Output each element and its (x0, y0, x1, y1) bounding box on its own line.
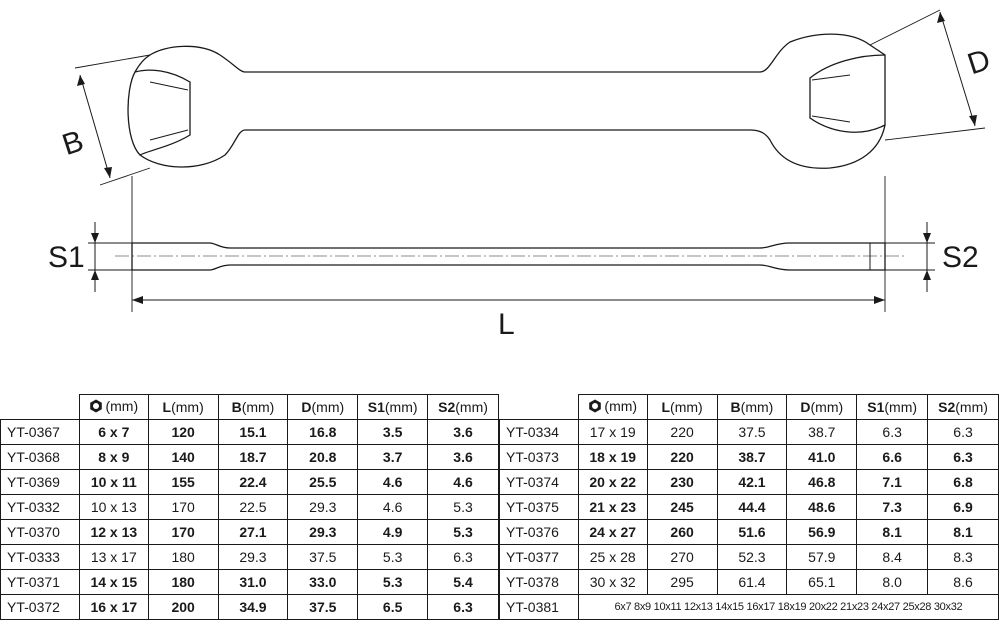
table-row (500, 570, 999, 595)
cell-s2: 6.3 (428, 595, 499, 620)
cell-code: YT-0334 (500, 420, 579, 445)
dim-d-label: D (963, 43, 995, 82)
cell-b: 31.0 (218, 570, 288, 595)
cell-size: 21 x 23 (578, 495, 647, 520)
cell-code: YT-0375 (500, 495, 579, 520)
cell-size: 16 x 17 (79, 595, 148, 620)
cell-b: 52.3 (717, 545, 787, 570)
header-d: D(mm) (787, 395, 857, 420)
table-row (1, 495, 499, 520)
cell-code: YT-0374 (500, 470, 579, 495)
cell-s1: 6.3 (857, 420, 928, 445)
cell-size: 14 x 15 (79, 570, 148, 595)
header-b: B(mm) (218, 395, 288, 420)
cell-s2: 6.3 (428, 545, 499, 570)
cell-s1: 3.7 (358, 445, 428, 470)
left-jaw (135, 70, 190, 155)
cell-l: 170 (148, 495, 218, 520)
dim-b-line (80, 75, 110, 178)
cell-s1: 6.5 (358, 595, 428, 620)
cell-l: 170 (148, 520, 218, 545)
table-row (500, 445, 999, 470)
cell-d: 65.1 (787, 570, 857, 595)
table-row-set (500, 595, 999, 620)
cell-b: 42.1 (717, 470, 787, 495)
cell-size: 24 x 27 (578, 520, 647, 545)
cell-l: 120 (148, 420, 218, 445)
cell-l: 180 (148, 545, 218, 570)
table-row (1, 445, 499, 470)
cell-l: 220 (647, 420, 717, 445)
cell-size: 10 x 13 (79, 495, 148, 520)
dim-s2-label: S2 (942, 241, 979, 274)
cell-s2: 5.3 (428, 495, 499, 520)
right-jaw (810, 55, 885, 132)
cell-d: 37.5 (288, 545, 358, 570)
dim-b-label: B (58, 124, 88, 163)
spec-table-left (0, 394, 499, 620)
cell-b: 37.5 (717, 420, 787, 445)
cell-code: YT-0373 (500, 445, 579, 470)
cell-code: YT-0333 (1, 545, 80, 570)
header-d: D(mm) (288, 395, 358, 420)
cell-s2: 4.6 (428, 470, 499, 495)
cell-d: 20.8 (288, 445, 358, 470)
table-row (1, 545, 499, 570)
hex-nut-icon (89, 399, 103, 413)
cell-code: YT-0368 (1, 445, 80, 470)
cell-l: 260 (647, 520, 717, 545)
cell-b: 44.4 (717, 495, 787, 520)
header-s2: S2(mm) (928, 395, 999, 420)
header-s1: S1(mm) (857, 395, 928, 420)
cell-s1: 7.3 (857, 495, 928, 520)
cell-s2: 6.8 (928, 470, 999, 495)
cell-s2: 5.3 (428, 520, 499, 545)
cell-b: 27.1 (218, 520, 288, 545)
cell-d: 48.6 (787, 495, 857, 520)
cell-d: 37.5 (288, 595, 358, 620)
right-table-body (500, 420, 999, 620)
cell-s1: 6.6 (857, 445, 928, 470)
wrench-outline (128, 34, 885, 168)
cell-b: 51.6 (717, 520, 787, 545)
cell-d: 33.0 (288, 570, 358, 595)
table-row (1, 470, 499, 495)
cell-s2: 3.6 (428, 445, 499, 470)
cell-d: 38.7 (787, 420, 857, 445)
cell-size: 8 x 9 (79, 445, 148, 470)
header-s2: S2(mm) (428, 395, 499, 420)
header-size: (mm) (79, 395, 148, 420)
cell-l: 230 (647, 470, 717, 495)
cell-code: YT-0367 (1, 420, 80, 445)
cell-d: 56.9 (787, 520, 857, 545)
cell-b: 18.7 (218, 445, 288, 470)
cell-s2: 6.3 (928, 445, 999, 470)
cell-d: 46.8 (787, 470, 857, 495)
cell-code: YT-0381 (500, 595, 579, 620)
cell-s2: 6.3 (928, 420, 999, 445)
table-row (500, 520, 999, 545)
table-header-row (500, 395, 999, 420)
cell-s1: 5.3 (358, 570, 428, 595)
cell-d: 29.3 (288, 520, 358, 545)
cell-b: 29.3 (218, 545, 288, 570)
cell-l: 155 (148, 470, 218, 495)
cell-b: 34.9 (218, 595, 288, 620)
cell-b: 38.7 (717, 445, 787, 470)
cell-d: 41.0 (787, 445, 857, 470)
table-row (500, 420, 999, 445)
cell-s1: 5.3 (358, 545, 428, 570)
cell-s1: 4.6 (358, 470, 428, 495)
cell-s2: 6.9 (928, 495, 999, 520)
cell-size: 25 x 28 (578, 545, 647, 570)
cell-code: YT-0369 (1, 470, 80, 495)
cell-l: 180 (148, 570, 218, 595)
cell-b: 15.1 (218, 420, 288, 445)
cell-s1: 8.1 (857, 520, 928, 545)
hex-nut-icon (588, 399, 602, 413)
table-row (500, 470, 999, 495)
header-l: L(mm) (647, 395, 717, 420)
cell-l: 220 (647, 445, 717, 470)
cell-size: 6 x 7 (79, 420, 148, 445)
cell-b: 22.4 (218, 470, 288, 495)
header-code (500, 395, 579, 420)
cell-size: 10 x 11 (79, 470, 148, 495)
cell-s1: 8.0 (857, 570, 928, 595)
cell-size: 30 x 32 (578, 570, 647, 595)
cell-code: YT-0371 (1, 570, 80, 595)
cell-l: 295 (647, 570, 717, 595)
cell-code: YT-0332 (1, 495, 80, 520)
table-row (500, 495, 999, 520)
spec-table-right (499, 394, 999, 620)
cell-size: 12 x 13 (79, 520, 148, 545)
cell-code: YT-0372 (1, 595, 80, 620)
cell-s2: 8.6 (928, 570, 999, 595)
header-s1: S1(mm) (358, 395, 428, 420)
cell-d: 16.8 (288, 420, 358, 445)
dim-b-extension (75, 55, 150, 185)
cell-s1: 3.5 (358, 420, 428, 445)
left-table-body (1, 420, 499, 620)
dim-d-extension (870, 10, 985, 140)
header-b: B(mm) (717, 395, 787, 420)
cell-size: 20 x 22 (578, 470, 647, 495)
cell-s2: 8.1 (928, 520, 999, 545)
cell-s1: 4.6 (358, 495, 428, 520)
header-code (1, 395, 80, 420)
table-row (1, 420, 499, 445)
cell-s2: 3.6 (428, 420, 499, 445)
cell-b: 61.4 (717, 570, 787, 595)
cell-code: YT-0370 (1, 520, 80, 545)
table-row (1, 570, 499, 595)
cell-d: 25.5 (288, 470, 358, 495)
cell-l: 245 (647, 495, 717, 520)
table-row (1, 595, 499, 620)
cell-s2: 5.4 (428, 570, 499, 595)
cell-b: 22.5 (218, 495, 288, 520)
cell-d: 57.9 (787, 545, 857, 570)
cell-code: YT-0378 (500, 570, 579, 595)
cell-l: 270 (647, 545, 717, 570)
cell-d: 29.3 (288, 495, 358, 520)
cell-size: 13 x 17 (79, 545, 148, 570)
table-row (1, 520, 499, 545)
dim-l-label: L (498, 308, 515, 341)
cell-s2: 8.3 (928, 545, 999, 570)
cell-size: 18 x 19 (578, 445, 647, 470)
cell-s1: 4.9 (358, 520, 428, 545)
table-header-row (1, 395, 499, 420)
cell-s1: 8.4 (857, 545, 928, 570)
cell-size: 17 x 19 (578, 420, 647, 445)
header-size: (mm) (578, 395, 647, 420)
cell-set-sizes: 6x7 8x9 10x11 12x13 14x15 16x17 18x19 20x22 21x23 24x27 25x28 30x32 (578, 595, 998, 620)
dim-s1-label: S1 (48, 241, 85, 274)
cell-s1: 7.1 (857, 470, 928, 495)
cell-l: 200 (148, 595, 218, 620)
cell-code: YT-0377 (500, 545, 579, 570)
cell-code: YT-0376 (500, 520, 579, 545)
table-row (500, 545, 999, 570)
header-l: L(mm) (148, 395, 218, 420)
wrench-side-view (132, 243, 885, 270)
cell-l: 140 (148, 445, 218, 470)
